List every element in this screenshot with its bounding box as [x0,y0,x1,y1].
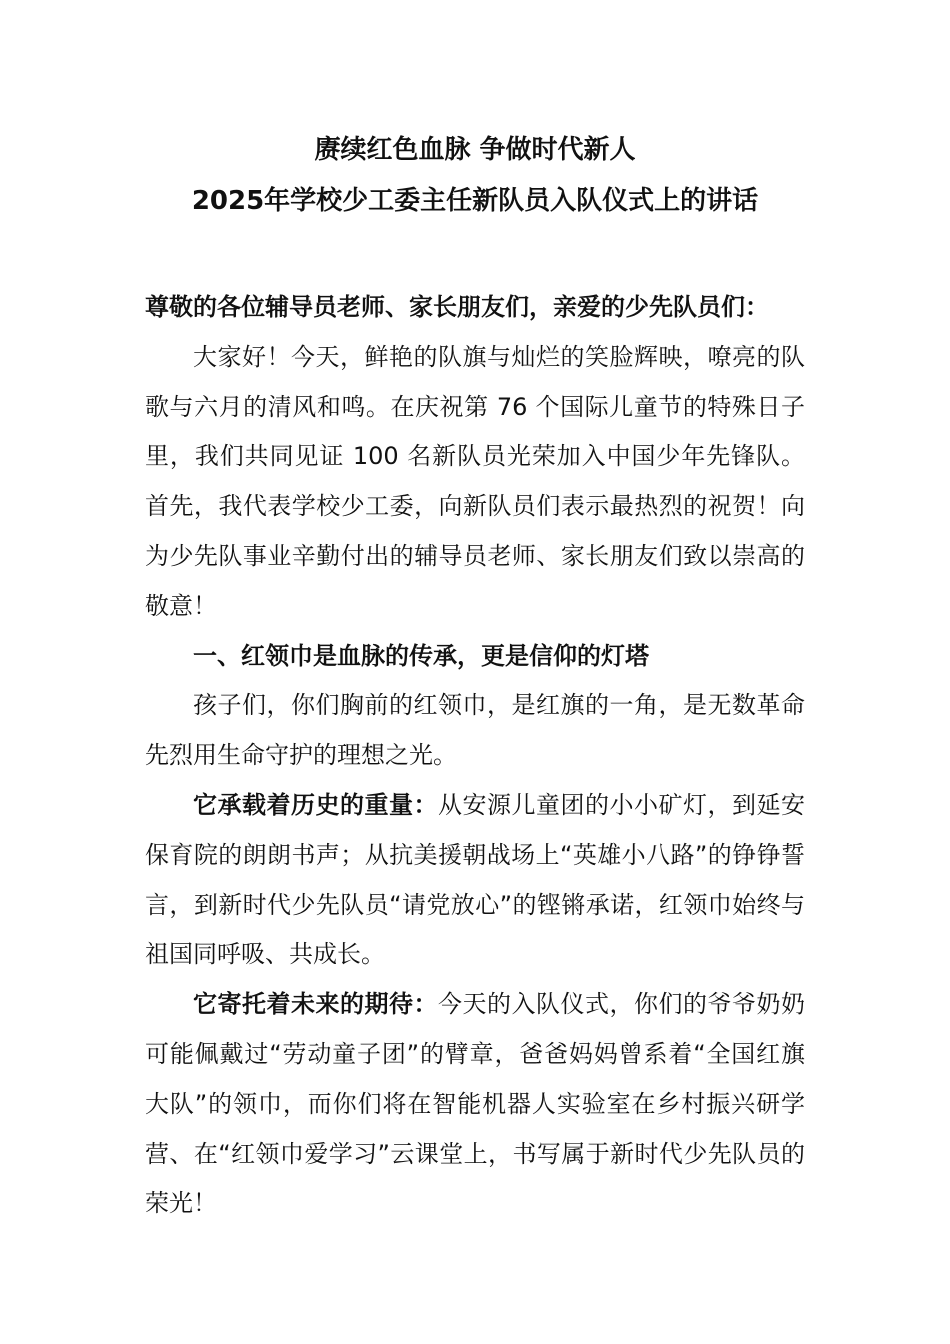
salutation: 尊敬的各位辅导员老师、家长朋友们，亲爱的少先队员们： [145,293,769,321]
paragraph-lead-future: 它寄托着未来的期待： [193,990,438,1019]
document-body [145,283,805,1229]
paragraph-lead-history: 它承载着历史的重量： [193,790,438,819]
document-title: 赓续红色血脉 争做时代新人 [314,135,636,165]
paragraph-history [145,781,805,980]
document-subtitle: 2025年学校少工委主任新队员入队仪式上的讲话 [191,186,759,216]
section-heading: 一、红领巾是血脉的传承，更是信仰的灯塔 [193,641,649,670]
paragraph-opening: 大家好！今天，鲜艳的队旗与灿烂的笑脸辉映，嘹亮的队歌与六月的清风和鸣。在庆祝第 76 个国际儿童节的特殊日子里，我们共同见证 100 名新队员光荣加入中国少年先锋队。首先，我代表学校少工委，向新队员们表示最热烈的祝贺！向为少先队事业辛勤付出的辅导员老师、家长朋友们致以崇高的敬意！ [145,342,805,620]
paragraph-red-scarf: 孩子们，你们胸前的红领巾，是红旗的一角，是无数革命先烈用生命守护的理想之光。 [145,691,805,770]
paragraph-text-history: 从安源儿童团的小小矿灯，到延安保育院的朗朗书声；从抗美援朝战场上“英雄小八路”的铮铮誓言，到新时代少先队员“请党放心”的铿锵承诺，红领巾始终与祖国同呼吸、共成长。 [145,790,805,969]
paragraph-text-future: 今天的入队仪式，你们的爷爷奶奶可能佩戴过“劳动童子团”的臂章，爸爸妈妈曾系着“全国红旗大队”的领巾，而你们将在智能机器人实验室在乡村振兴研学营、在“红领巾爱学习”云课堂上，书写属于新时代少先队员的荣光！ [145,990,805,1218]
paragraph-future [145,980,805,1229]
